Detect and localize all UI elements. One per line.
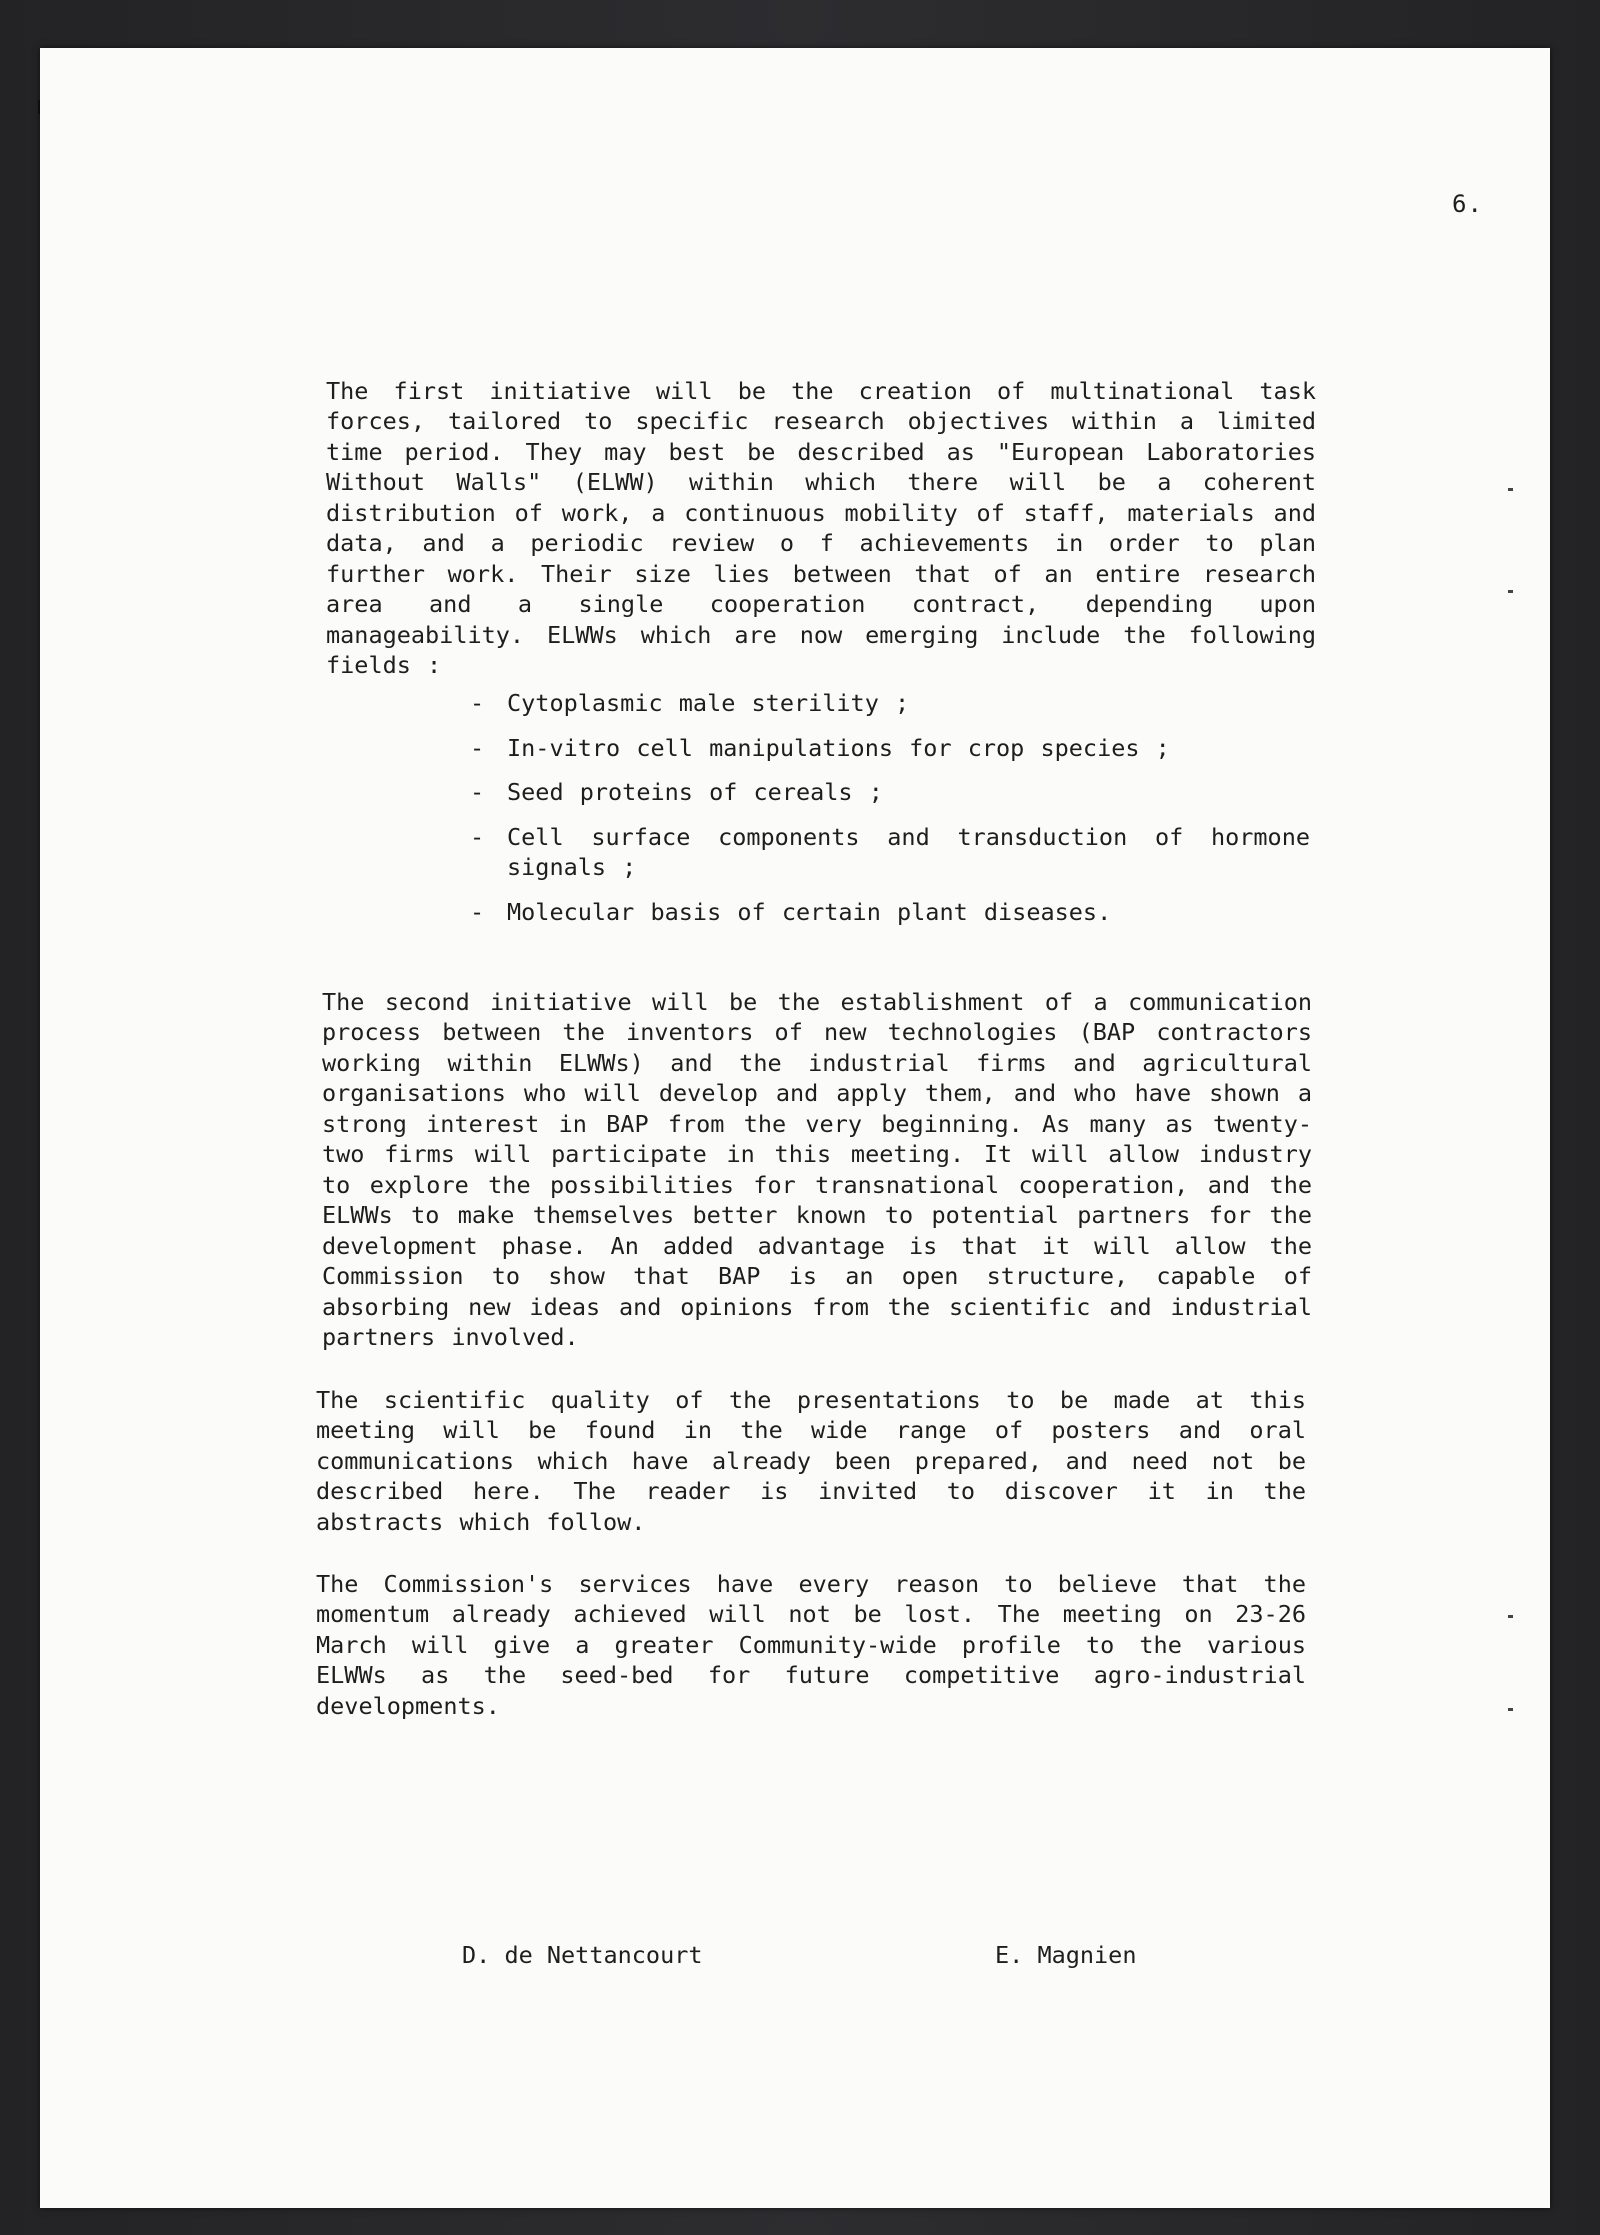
- paragraph-commission-services: The Commission's services have every reason to believe that the momentum already achieved will not be lost. The meeting on 23-26 March will give a greater Community-wide profile to the various ELWWs as the seed-bed for future competitive agro-industrial developments.: [316, 1569, 1306, 1720]
- paragraph-scientific-quality: The scientific quality of the presentations to be made at this meeting will be found in the wide range of posters and oral communications which have already been prepared, and need not be described here. The reader is invited to discover it in the abstracts which follow.: [316, 1385, 1306, 1536]
- margin-mark: [1508, 590, 1513, 593]
- paragraph-first-initiative: The first initiative will be the creation of multinational task forces, tailored to specific research objectives within a limited time period. They may best be described as "European Laboratories Without Walls" (ELWW) within which there will be a coherent distribution of work, a continuous mobility of staff, materials and data, and a periodic review o f achievements in order to plan further work. Their size lies between that of an entire research area and a single cooperation contract, depending upon manageability. ELWWs which are now emerging include the following fields :: [326, 376, 1316, 679]
- margin-mark: [1508, 488, 1513, 491]
- list-item: [470, 733, 1310, 764]
- page-number: 6.: [1452, 190, 1483, 218]
- margin-mark: [1508, 1708, 1513, 1711]
- bullet-dash: -: [470, 778, 485, 806]
- list-item-text: Seed proteins of cereals ;: [507, 778, 883, 806]
- list-item-text: Molecular basis of certain plant diseases.: [507, 897, 1112, 926]
- document-page: [40, 48, 1550, 2208]
- list-item: [470, 822, 1310, 883]
- research-fields-list: [470, 688, 1310, 941]
- margin-mark: [1508, 1615, 1513, 1618]
- signatory-de-nettancourt: D. de Nettancourt: [462, 1941, 703, 1969]
- bullet-dash: -: [470, 897, 485, 926]
- bullet-dash: -: [470, 733, 485, 762]
- list-item-text: In-vitro cell manipulations for crop species ;: [507, 733, 1170, 762]
- bullet-dash: -: [470, 822, 485, 851]
- list-item-text: Cell surface components and transduction of hormone signals ;: [507, 822, 1310, 881]
- list-item: [470, 777, 1310, 808]
- list-item: [470, 897, 1310, 928]
- list-item: [470, 688, 1310, 719]
- bullet-dash: -: [470, 689, 485, 717]
- signatory-magnien: E. Magnien: [995, 1941, 1137, 1969]
- paragraph-second-initiative: The second initiative will be the establishment of a communication process between the inventors of new technologies (BAP contractors working within ELWWs) and the industrial firms and agricultural organisations who will develop and apply them, and who have shown a strong interest in BAP from the very beginning. As many as twenty-two firms will participate in this meeting. It will allow industry to explore the possibilities for transnational cooperation, and the ELWWs to make themselves better known to potential partners for the development phase. An added advantage is that it will allow the Commission to show that BAP is an open structure, capable of absorbing new ideas and opinions from the scientific and industrial partners involved.: [322, 987, 1312, 1351]
- list-item-text: Cytoplasmic male sterility ;: [507, 689, 910, 717]
